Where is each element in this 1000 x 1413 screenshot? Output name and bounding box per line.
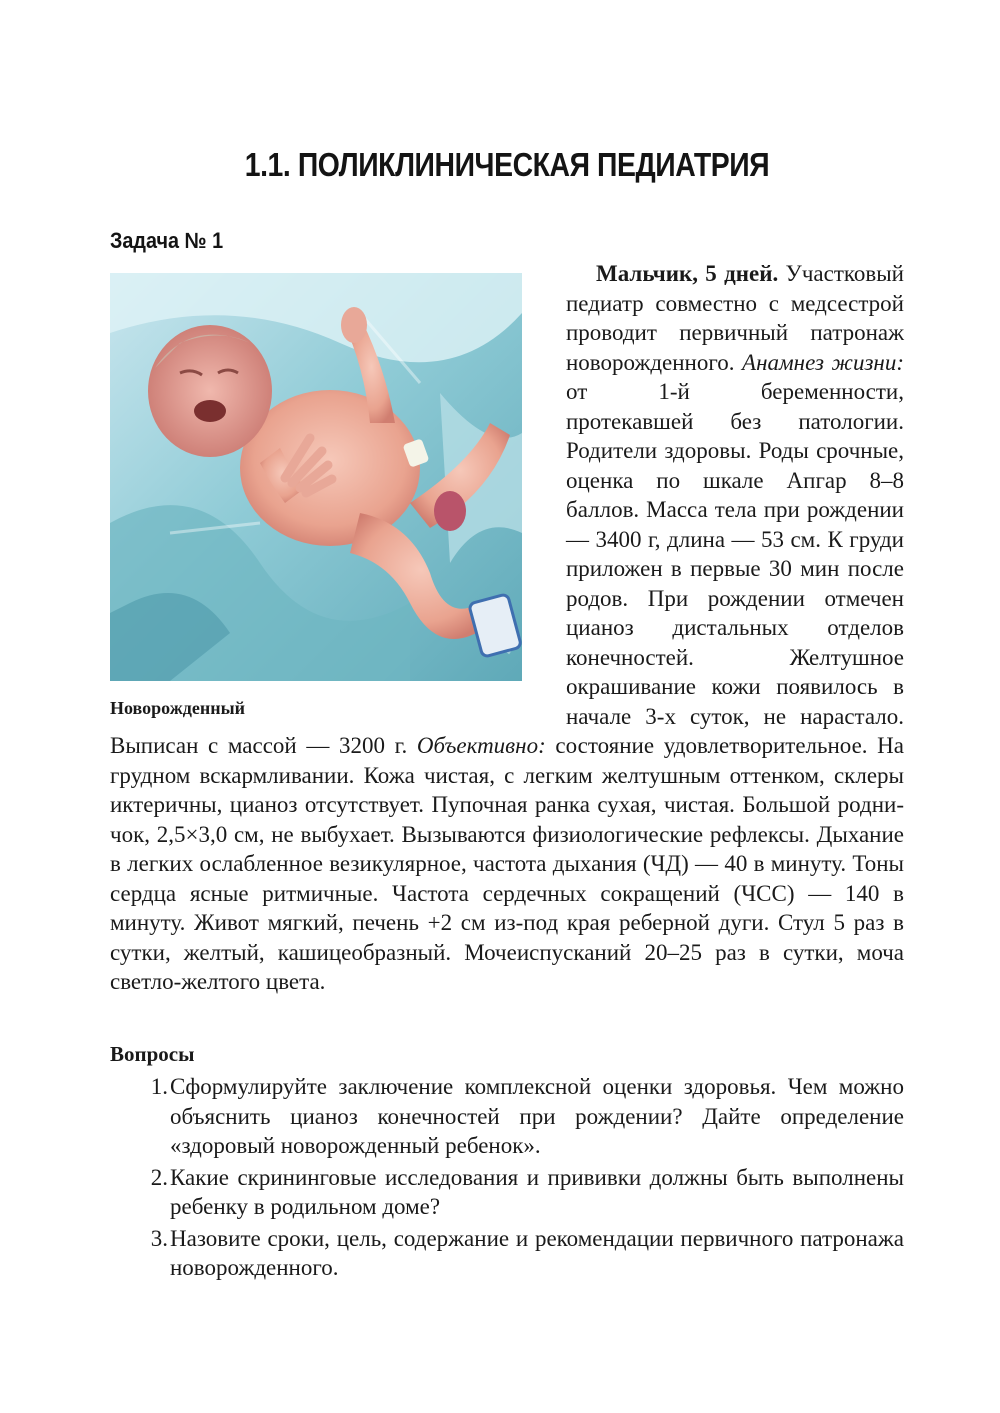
question-text: Назовите сроки, цель, содержание и рекомендации первичного патронажа новорожденного. — [170, 1225, 904, 1280]
case-text-2: от 1-й беременности, протекавшей без патологии. Родители здоровы. Роды срочные, оценка по шкале Апгар 8–8 баллов. Масса тела при рождении — 3400 г, длина — 53 см. К груди приложен в первые 30 мин после родов. При рождении отмечен цианоз дистальных отделов конечностей. Желтушное окрашивание кожи появилось в начале 3-х суток, не нарастало. Выписан с массой — 3200 г. — [110, 379, 904, 758]
task-heading: Задача № 1 — [110, 228, 224, 253]
question-item — [110, 1072, 904, 1161]
objective-label: Объективно: — [416, 733, 546, 758]
question-number: 3. — [150, 1225, 168, 1251]
document-page — [110, 0, 904, 1413]
case-lead: Мальчик, 5 дней. — [596, 261, 779, 286]
newborn-photo — [110, 273, 522, 681]
newborn-figure — [110, 273, 522, 728]
case-text-3: состояние удовлетворительное. На грудном вскармливании. Кожа чистая, с легким желтушным оттенком, склеры иктеричны, цианоз отсутствует. Пупочная ранка сухая, чистая. Большой родничок, 2,5×3,0 см, не выбухает. Вызываются физиологические рефлексы. Дыхание в легких ослабленное везикулярное, частота дыхания (ЧД) — 40 в минуту. Тоны сердца ясные ритмичные. Частота сердечных сокращений (ЧСС) — 140 в минуту. Живот мягкий, печень +2 см из-под края реберной дуги. Стул 5 раз в сутки, желтый, кашицеобразный. Мочеиспусканий 20–25 раз в сутки, моча светло-желтого цвета. — [110, 733, 904, 994]
question-text: Какие скрининговые исследования и прививки должны быть выполнены ребенку в родильном доме? — [170, 1164, 904, 1219]
question-number: 2. — [150, 1164, 168, 1190]
question-text: Сформулируйте заключение комплексной оценки здоровья. Чем можно объяснить цианоз конечностей при рождении? Дайте определение «здоровый новорожденный ребенок». — [170, 1074, 904, 1158]
chapter-title: 1.1. ПОЛИКЛИНИЧЕСКАЯ ПЕДИАТРИЯ — [244, 146, 770, 183]
case-text-1: Участковый педиатр совместно с медсестрой проводит первичный патронаж новорожденного. — [566, 261, 904, 375]
question-item — [110, 1163, 904, 1222]
anamnesis-label: Анамнез жизни: — [742, 349, 904, 375]
question-item — [110, 1224, 904, 1283]
questions-list — [110, 1072, 904, 1285]
questions-heading: Вопросы — [110, 1042, 195, 1066]
question-number: 1. — [150, 1074, 168, 1099]
figure-caption: Новорожденный — [110, 698, 246, 718]
case-description — [110, 259, 904, 997]
